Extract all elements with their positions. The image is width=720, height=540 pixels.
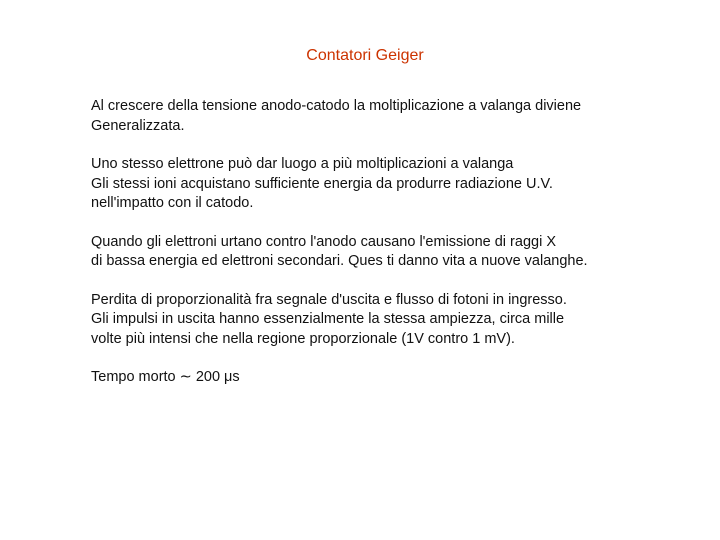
text-line: Perdita di proporzionalità fra segnale d'uscita e flusso di fotoni in ingresso. [91,291,567,308]
paragraph-electrons-ions [91,155,711,214]
text-line: Al crescere della tensione anodo-catodo la moltiplicazione a valanga diviene [91,98,582,114]
text-line: di bassa energia ed elettroni secondari. Ques ti danno vita a nuove valanghe. [91,253,588,269]
text-line: Uno stesso elettrone può dar luogo a più moltiplicazioni a valanga [91,156,514,172]
text-line: Gli stessi ioni acquistano sufficiente energia da produrre radiazione U.V. [91,175,553,192]
paragraph-dead-time [91,368,711,388]
slide-body [91,97,711,407]
text-line: volte più intensi che nella regione proporzionale (1V contro 1 mV). [91,330,515,347]
text-line: Quando gli elettroni urtano contro l'anodo causano l'emissione di raggi X [91,233,556,250]
text-line: nell'impatto con il catodo. [91,195,254,211]
paragraph-proportionality [91,291,711,350]
paragraph-x-rays [91,233,711,272]
slide-title: Contatori Geiger [306,47,424,64]
text-line: Generalizzata. [91,117,185,134]
paragraph-avalanche [91,97,711,136]
text-line: Gli impulsi in uscita hanno essenzialmente la stessa ampiezza, circa mille [91,311,565,327]
text-line: Tempo morto ∼ 200 μs [91,369,240,385]
